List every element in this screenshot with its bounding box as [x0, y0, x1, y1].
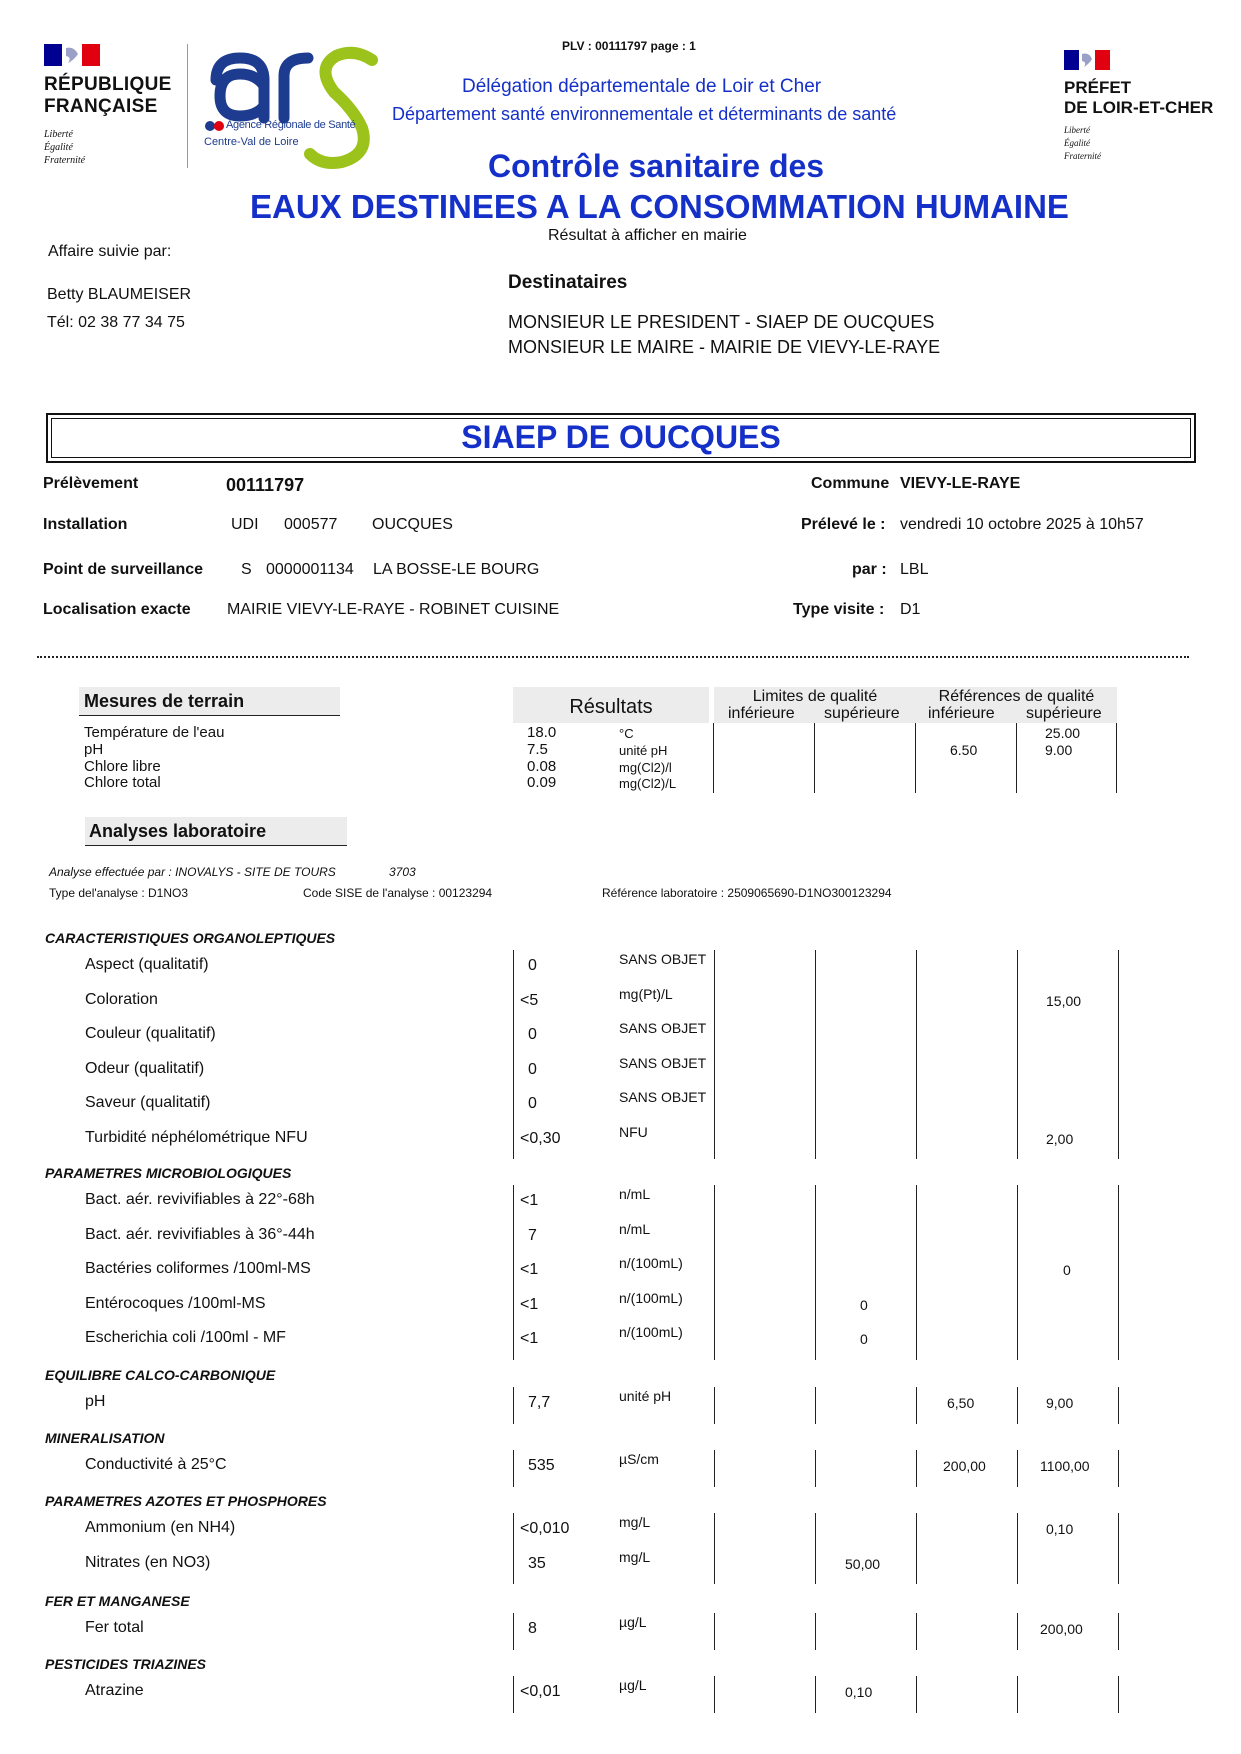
limites-inferieure: inférieure	[728, 705, 795, 722]
mesures-terrain-header	[79, 687, 340, 716]
column-line	[1017, 1676, 1018, 1713]
column-line	[513, 1613, 514, 1650]
param-value: <1	[520, 1192, 539, 1209]
column-line	[1017, 950, 1018, 1159]
terrain-ref-inf: 6.50	[950, 742, 978, 758]
motto-liberte: Liberté	[44, 129, 73, 140]
limites-title: Limites de qualité	[752, 688, 878, 705]
param-value: 0	[528, 1095, 537, 1112]
param-value: <1	[520, 1261, 539, 1278]
column-line	[1017, 1185, 1018, 1360]
commune-label: Commune	[811, 475, 890, 492]
par-value: LBL	[900, 561, 929, 578]
point-surveillance-label: Point de surveillance	[43, 561, 204, 578]
column-line	[513, 1513, 514, 1584]
ars-logo	[204, 46, 394, 172]
marianne-icon	[44, 44, 100, 66]
column-line	[513, 1387, 514, 1424]
param-lim-sup: 50,00	[845, 1555, 881, 1572]
param-unit: SANS OBJET	[619, 1054, 707, 1071]
param-value: <0,01	[520, 1683, 561, 1700]
terrain-col-line	[713, 723, 714, 793]
recipients-title: Destinataires	[508, 272, 628, 293]
analyse-par: Analyse effectuée par : INOVALYS - SITE DE TOURS	[49, 865, 336, 879]
terrain-col-line	[814, 723, 815, 793]
delegation-title: Délégation départementale de Loir et Cher	[462, 76, 822, 97]
param-value: <0,30	[520, 1129, 561, 1147]
ars-agency-name: Agence Régionale de Santé	[226, 119, 356, 131]
column-line	[916, 1450, 917, 1487]
param-name: Bact. aér. revivifiables à 36°-44h	[85, 1225, 315, 1243]
section-title: PARAMETRES AZOTES ET PHOSPHORES	[45, 1493, 327, 1509]
title-controle-sanitaire: Contrôle sanitaire des	[488, 148, 825, 184]
motto-fraternite: Fraternité	[44, 155, 86, 166]
prelevement-value: 00111797	[226, 475, 305, 495]
recipient-line1: MONSIEUR LE PRESIDENT - SIAEP DE OUCQUES	[508, 312, 935, 332]
param-unit: n/mL	[619, 1220, 651, 1237]
param-unit: n/(100mL)	[619, 1255, 683, 1271]
column-line	[916, 1613, 917, 1650]
param-lim-sup: 0,10	[845, 1684, 873, 1700]
column-line	[714, 1613, 715, 1650]
param-name: Couleur (qualitatif)	[85, 1025, 216, 1042]
prefet-line1: PRÉFET	[1064, 78, 1132, 97]
prefet-motto-fraternite: Fraternité	[1064, 151, 1101, 161]
column-line	[916, 1387, 917, 1424]
param-value: 35	[528, 1554, 546, 1572]
terrain-value: 0.08	[527, 758, 557, 775]
reference-labo: Référence laboratoire : 2509065690-D1NO300123294	[602, 886, 892, 900]
dotted-separator	[37, 656, 1189, 658]
param-name: Coloration	[85, 990, 158, 1008]
param-value: 8	[528, 1620, 537, 1637]
section-title: EQUILIBRE CALCO-CARBONIQUE	[45, 1367, 276, 1383]
param-ref-inf: 200,00	[943, 1458, 986, 1474]
param-unit: n/(100mL)	[619, 1324, 683, 1340]
column-line	[1017, 1387, 1018, 1424]
param-ref-sup: 0,10	[1046, 1521, 1074, 1537]
terrain-unit: mg(Cl2)/l	[619, 760, 672, 775]
subtitle-affichage-mairie: Résultat à afficher en mairie	[548, 227, 747, 244]
terrain-col-line	[1016, 723, 1017, 793]
analyses-labo-title: Analyses laboratoire	[89, 821, 267, 841]
type-visite-label: Type visite :	[793, 601, 885, 618]
param-name: Nitrates (en NO3)	[85, 1553, 211, 1571]
terrain-col-line	[1116, 723, 1117, 793]
param-unit: µS/cm	[619, 1451, 659, 1467]
param-name: Fer total	[85, 1619, 144, 1636]
column-line	[714, 1387, 715, 1424]
param-unit: µg/L	[619, 1677, 647, 1693]
param-unit: mg(Pt)/L	[619, 985, 673, 1002]
column-line	[815, 1450, 816, 1487]
column-line	[513, 950, 514, 1159]
section-title: PARAMETRES MICROBIOLOGIQUES	[45, 1165, 292, 1181]
param-unit: µg/L	[619, 1614, 647, 1630]
column-line	[513, 1676, 514, 1713]
column-line	[1118, 1613, 1119, 1650]
terrain-unit: unité pH	[619, 743, 668, 758]
param-value: <0,010	[520, 1520, 570, 1537]
references-header	[916, 687, 1117, 723]
column-line	[1017, 1613, 1018, 1650]
title-eaux-destinees: EAUX DESTINEES A LA CONSOMMATION HUMAINE	[250, 188, 1069, 225]
column-line	[714, 1676, 715, 1713]
terrain-col-line	[915, 723, 916, 793]
terrain-value: 18.0	[527, 724, 557, 741]
installation-type: UDI	[231, 516, 259, 533]
marianne-icon	[1064, 50, 1110, 70]
section-title: PESTICIDES TRIAZINES	[45, 1656, 207, 1672]
references-superieure: supérieure	[1026, 705, 1102, 722]
prefet-line2: DE LOIR-ET-CHER	[1064, 98, 1214, 117]
column-line	[916, 950, 917, 1159]
code-sise: Code SISE de l'analyse : 00123294	[303, 886, 493, 900]
column-line	[916, 1676, 917, 1713]
prefet-logo	[1064, 50, 1234, 170]
column-line	[714, 1450, 715, 1487]
param-unit: NFU	[619, 1123, 648, 1140]
param-value: 0	[528, 957, 537, 974]
terrain-value: 0.09	[527, 774, 557, 791]
param-ref-sup: 15,00	[1046, 992, 1082, 1009]
param-name: Bactéries coliformes /100ml-MS	[85, 1260, 311, 1277]
type-analyse: Type del'analyse : D1NO3	[49, 886, 189, 900]
param-name: Odeur (qualitatif)	[85, 1059, 205, 1077]
motto-egalite: Égalité	[44, 142, 73, 153]
ars-logo-icon	[204, 46, 394, 172]
param-unit: SANS OBJET	[619, 951, 707, 967]
param-name: Turbidité néphélométrique NFU	[85, 1128, 308, 1146]
column-line	[1118, 1185, 1119, 1360]
column-line	[513, 1450, 514, 1487]
column-line	[815, 950, 816, 1159]
commune-value: VIEVY-LE-RAYE	[900, 475, 1021, 492]
recipient-line2: MONSIEUR LE MAIRE - MAIRIE DE VIEVY-LE-RAYE	[508, 337, 941, 357]
terrain-param-name: Chlore libre	[84, 758, 161, 775]
terrain-param-name: Chlore total	[84, 774, 161, 791]
republique-line1: RÉPUBLIQUE	[44, 74, 172, 95]
param-value: <5	[520, 991, 539, 1009]
param-name: Atrazine	[85, 1682, 144, 1699]
banner-title: SIAEP DE OUCQUES	[461, 419, 781, 455]
param-lim-sup: 0	[860, 1296, 868, 1313]
republique-line2: FRANÇAISE	[44, 96, 158, 117]
terrain-value: 7.5	[527, 741, 548, 758]
preleve-le-label: Prélevé le :	[801, 516, 886, 533]
param-name: pH	[85, 1393, 106, 1410]
param-name: Aspect (qualitatif)	[85, 956, 209, 973]
column-line	[815, 1676, 816, 1713]
contact-phone: Tél: 02 38 77 34 75	[47, 314, 185, 331]
column-line	[1017, 1450, 1018, 1487]
resultats-title: Résultats	[569, 696, 653, 718]
installation-name: OUCQUES	[372, 516, 453, 533]
prelevement-label: Prélèvement	[43, 475, 139, 492]
analyses-labo-header	[85, 817, 347, 846]
resultats-header	[513, 687, 709, 723]
column-line	[815, 1185, 816, 1360]
column-line	[1118, 1676, 1119, 1713]
column-line	[815, 1613, 816, 1650]
param-ref-inf: 6,50	[947, 1395, 975, 1411]
limites-superieure: supérieure	[824, 705, 900, 722]
param-value: 535	[528, 1457, 555, 1474]
localisation-value: MAIRIE VIEVY-LE-RAYE - ROBINET CUISINE	[227, 601, 560, 618]
column-line	[714, 1185, 715, 1360]
par-label: par :	[852, 561, 887, 578]
param-ref-sup: 1100,00	[1040, 1458, 1090, 1474]
param-value: 7	[528, 1226, 537, 1244]
param-unit: n/(100mL)	[619, 1289, 683, 1306]
terrain-unit: °C	[619, 726, 634, 741]
contact-name: Betty BLAUMEISER	[47, 286, 192, 303]
param-unit: mg/L	[619, 1514, 651, 1530]
column-line	[916, 1513, 917, 1584]
ars-region: Centre-Val de Loire	[204, 136, 299, 148]
param-name: Entérocoques /100ml-MS	[85, 1294, 266, 1312]
type-visite-value: D1	[900, 601, 921, 618]
param-value: <1	[520, 1330, 539, 1347]
param-name: Ammonium (en NH4)	[85, 1519, 236, 1536]
code-labo: 3703	[389, 865, 416, 879]
param-name: Bact. aér. revivifiables à 22°-68h	[85, 1191, 315, 1208]
column-line	[1118, 950, 1119, 1159]
param-value: 7,7	[528, 1394, 551, 1411]
param-ref-sup: 200,00	[1040, 1621, 1083, 1637]
param-value: 0	[528, 1060, 537, 1078]
param-ref-sup: 9,00	[1046, 1395, 1074, 1411]
param-value: <1	[520, 1295, 539, 1313]
terrain-param-name: Température de l'eau	[84, 724, 225, 741]
followed-by-label: Affaire suivie par:	[48, 243, 172, 260]
installation-label: Installation	[43, 516, 128, 533]
section-title: FER ET MANGANESE	[45, 1593, 190, 1609]
preleve-le-value: vendredi 10 octobre 2025 à 10h57	[900, 516, 1144, 533]
section-title: MINERALISATION	[45, 1430, 165, 1446]
plv-page-label: PLV : 00111797 page : 1	[562, 39, 696, 53]
column-line	[714, 1513, 715, 1584]
column-line	[714, 950, 715, 1159]
department-title: Département santé environnementale et déterminants de santé	[392, 104, 897, 124]
param-unit: mg/L	[619, 1548, 651, 1565]
terrain-param-name: pH	[84, 741, 104, 758]
param-name: Conductivité à 25°C	[85, 1456, 227, 1473]
prefet-motto-liberte: Liberté	[1064, 125, 1090, 135]
param-unit: n/mL	[619, 1186, 651, 1202]
param-lim-sup: 0	[860, 1331, 868, 1347]
localisation-label: Localisation exacte	[43, 601, 191, 618]
point-code: 0000001134	[266, 561, 354, 578]
param-value: 0	[528, 1026, 537, 1043]
banner-box	[46, 413, 1196, 463]
column-line	[815, 1387, 816, 1424]
references-title: Références de qualité	[938, 688, 1095, 705]
logo-divider	[187, 44, 188, 168]
param-ref-sup: 0	[1063, 1262, 1071, 1278]
references-inferieure: inférieure	[928, 705, 995, 722]
param-unit: SANS OBJET	[619, 1020, 707, 1036]
mesures-terrain-title: Mesures de terrain	[84, 691, 245, 711]
param-unit: unité pH	[619, 1388, 672, 1404]
column-line	[1017, 1513, 1018, 1584]
column-line	[916, 1185, 917, 1360]
column-line	[1118, 1450, 1119, 1487]
column-line	[815, 1513, 816, 1584]
terrain-unit: mg(Cl2)/L	[619, 776, 677, 791]
limites-header	[714, 687, 916, 723]
param-name: Escherichia coli /100ml - MF	[85, 1329, 286, 1346]
param-ref-sup: 2,00	[1046, 1130, 1074, 1147]
prefet-motto-egalite: Égalité	[1064, 138, 1090, 148]
column-line	[1118, 1387, 1119, 1424]
param-unit: SANS OBJET	[619, 1089, 707, 1105]
republique-francaise-logo	[44, 44, 184, 174]
param-name: Saveur (qualitatif)	[85, 1094, 211, 1111]
point-type: S	[241, 561, 252, 578]
section-title: CARACTERISTIQUES ORGANOLEPTIQUES	[45, 930, 336, 946]
installation-code: 000577	[284, 516, 338, 533]
column-line	[513, 1185, 514, 1360]
column-line	[1118, 1513, 1119, 1584]
terrain-ref-sup: 25.00	[1045, 725, 1081, 741]
terrain-ref-sup: 9.00	[1045, 742, 1073, 758]
point-name: LA BOSSE-LE BOURG	[373, 561, 540, 578]
